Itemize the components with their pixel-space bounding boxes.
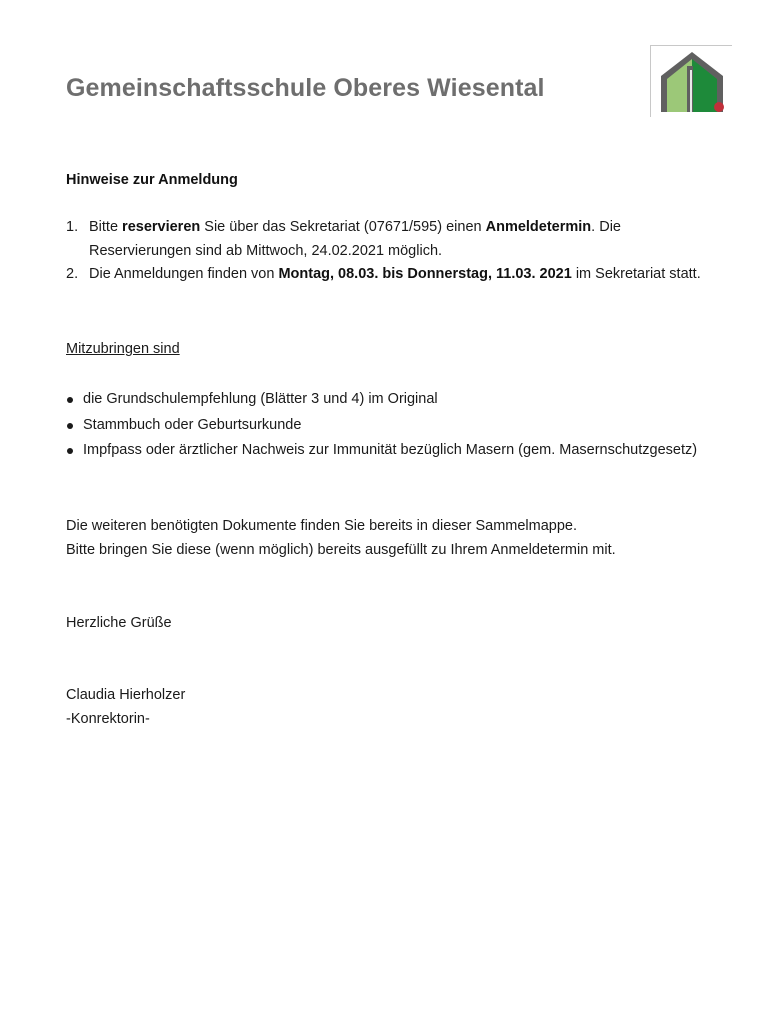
signature-block xyxy=(66,684,185,731)
list-item xyxy=(66,388,706,412)
step-text: Bitte xyxy=(89,219,123,235)
signer-name: Claudia Hierholzer xyxy=(66,687,186,703)
step-number: 2. xyxy=(66,266,79,282)
list-item xyxy=(66,216,706,263)
registration-heading: Hinweise zur Anmeldung xyxy=(66,172,238,188)
registration-steps-list xyxy=(66,216,706,287)
signer-role: -Konrektorin- xyxy=(66,710,150,727)
bullet-icon xyxy=(67,448,73,454)
list-item xyxy=(66,263,706,287)
bullet-icon xyxy=(67,397,73,403)
step-emphasis: Anmeldetermin xyxy=(485,219,592,235)
list-item-text: Stammbuch oder Geburtsurkunde xyxy=(83,416,302,433)
closing-paragraph xyxy=(66,515,726,562)
list-item xyxy=(66,414,706,438)
step-text: im Sekretariat statt. xyxy=(571,266,701,282)
step-emphasis: Montag, 08.03. bis Donnerstag, 11.03. 2021 xyxy=(278,266,572,282)
bring-along-list xyxy=(66,388,706,465)
step-emphasis: reservieren xyxy=(122,219,201,235)
greeting: Herzliche Grüße xyxy=(66,615,172,631)
closing-line: Bitte bringen Sie diese (wenn möglich) bereits ausgefüllt zu Ihrem Anmeldetermin mit. xyxy=(66,541,616,558)
list-item-text: Impfpass oder ärztlicher Nachweis zur Immunität bezüglich Masern (gem. Masernschutzgesetz) xyxy=(83,442,698,458)
school-name-title: Gemeinschaftsschule Oberes Wiesental xyxy=(66,74,545,102)
bullet-icon xyxy=(67,423,73,429)
list-item xyxy=(66,439,706,463)
step-text: . Die Reservierungen sind ab Mittwoch, 24.02.2021 möglich. xyxy=(89,219,621,259)
step-text: Sie über das Sekretariat (07671/595) einen xyxy=(200,219,486,235)
closing-line: Die weiteren benötigten Dokumente finden Sie bereits in dieser Sammelmappe. xyxy=(66,518,578,534)
bring-along-heading: Mitzubringen sind xyxy=(66,341,180,357)
school-logo xyxy=(650,45,732,117)
list-item-text: die Grundschulempfehlung (Blätter 3 und 4) im Original xyxy=(83,391,438,407)
step-text: Die Anmeldungen finden von xyxy=(89,266,279,282)
step-number: 1. xyxy=(66,219,79,235)
school-house-logo-icon xyxy=(657,50,727,114)
